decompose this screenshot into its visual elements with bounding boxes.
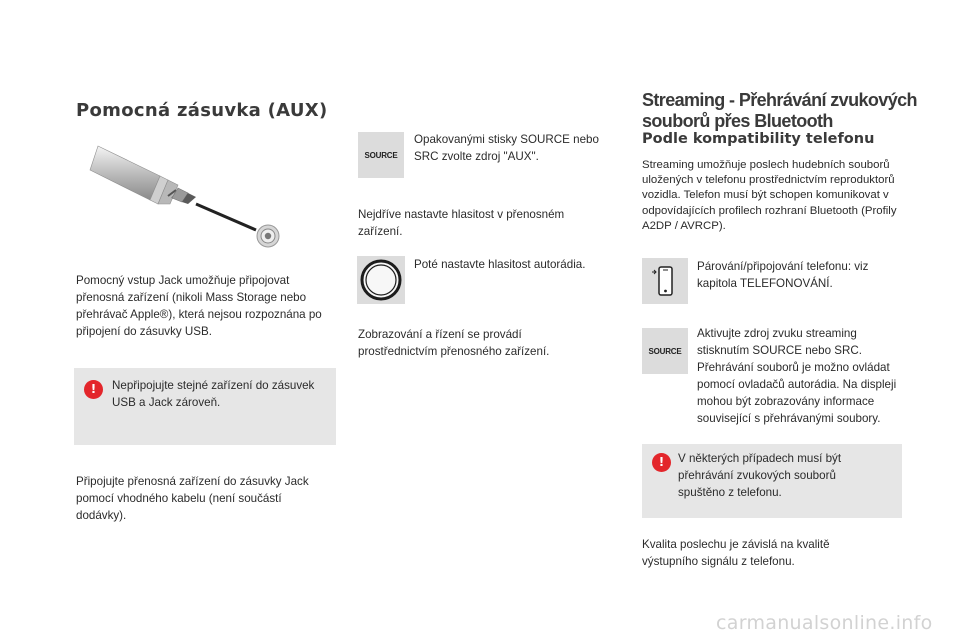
volume-knob-box — [357, 256, 405, 304]
aux-display-control: Zobrazování a řízení se provádí prostřednictvím přenosného zařízení. — [358, 328, 550, 358]
volume-knob-icon — [357, 256, 405, 304]
jack-plug-illustration — [74, 132, 294, 252]
streaming-subtitle: Podle kompatibility telefonu — [642, 131, 875, 147]
aux-warning-box — [74, 368, 336, 445]
aux-warning-text: Nepřipojujte stejné zařízení do zásuvek USB a Jack zároveň. — [112, 379, 315, 409]
source-icon-label: SOURCE — [364, 150, 398, 160]
aux-step-volume-radio: Poté nastavte hlasitost autorádia. — [414, 258, 586, 271]
source-icon-label-2: SOURCE — [648, 346, 682, 356]
aux-title: Pomocná zásuvka (AUX) — [76, 100, 328, 121]
source-button-icon-2 — [642, 328, 688, 374]
streaming-intro: Streaming umožňuje poslech hudebních souborů uložených v telefonu prostřednictvím reproduktorů vozidla. Telefon musí být schopen komunikovat v odpovídajících profilech rozhraní Bluetooth (Profily A2DP / AVRCP). — [642, 159, 897, 232]
streaming-quality: Kvalita poslechu je závislá na kvalitě výstupního signálu z telefonu. — [642, 538, 830, 568]
aux-step-source: Opakovanými stisky SOURCE nebo SRC zvolte zdroj "AUX". — [414, 133, 599, 163]
streaming-title — [642, 90, 942, 133]
streaming-warning-text: V některých případech musí být přehrávání zvukových souborů spuštěno z telefonu. — [678, 452, 842, 499]
aux-intro: Pomocný vstup Jack umožňuje připojovat přenosná zařízení (nikoli Mass Storage nebo přehrávač Apple®), která nejsou rozpoznána po připojení do zásuvky USB. — [76, 274, 322, 338]
streaming-pairing: Párování/připojování telefonu: viz kapitola TELEFONOVÁNÍ. — [697, 260, 869, 290]
streaming-warning-box — [642, 444, 902, 518]
streaming-activate: Aktivujte zdroj zvuku streaming stisknutím SOURCE nebo SRC. Přehrávání souborů je možno ovládat pomocí ovladačů autorádia. Na displeji mohou být zobrazovány informace související s přehrávanými soubory. — [697, 327, 897, 425]
warning-icon: ! — [84, 380, 103, 399]
jack-plug-icon — [74, 132, 294, 252]
streaming-title-text: Streaming - Přehrávání zvukových souborů přes Bluetooth — [642, 90, 917, 131]
phone-icon-box — [642, 258, 688, 304]
warning-icon-2: ! — [652, 453, 671, 472]
aux-step-volume-device: Nejdříve nastavte hlasitost v přenosném zařízení. — [358, 208, 565, 238]
source-button-icon — [358, 132, 404, 178]
aux-connect-text: Připojujte přenosná zařízení do zásuvky Jack pomocí vhodného kabelu (není součástí dodávky). — [76, 475, 309, 522]
watermark: carmanualsonline.info — [716, 612, 933, 634]
phone-icon — [642, 258, 688, 304]
